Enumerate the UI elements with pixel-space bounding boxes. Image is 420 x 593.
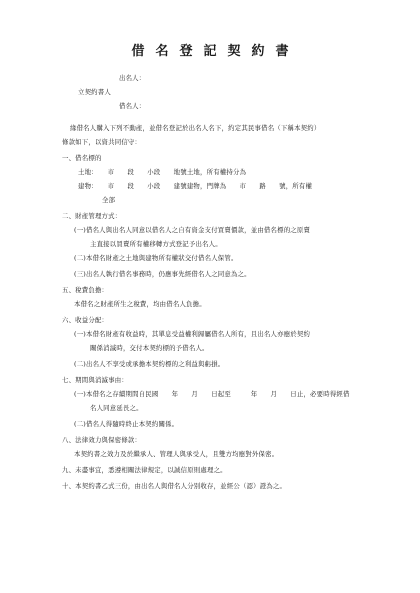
section-6-heading: 六、收益分配：	[62, 316, 109, 324]
lender-label: 出名人：	[119, 74, 146, 82]
borrower-label: 借名人：	[119, 102, 146, 110]
section-2-item-1-line-2: 主直接以買賣所有權移轉方式登記予出名人。	[90, 240, 222, 248]
section-6-item-2: (二)出名人不享受或承擔本契約標的之利益與虧損。	[74, 360, 225, 368]
section-2-heading: 二、財產管理方式：	[62, 212, 122, 220]
section-6-item-1-line-2: 關係消滅時，交付本契約標的予借名人。	[90, 344, 209, 352]
section-2-item-1-line-1: (一)借名人與出名人同意以借名人之自有資金支付買賣價款，並由借名標的之原賣	[74, 226, 311, 234]
section-7-item-1-line-2: 名人同意延長之。	[90, 404, 143, 412]
document-title: 借名登記契約書	[131, 44, 300, 59]
section-9: 九、未盡事宜，悉遵相關法律規定，以誠信原則處理之。	[62, 466, 227, 474]
land-line: 土地： 市 段 小段 地號土地，所有權持分為	[78, 168, 247, 176]
section-8-heading: 八、法律效力與保密條款：	[62, 436, 142, 444]
section-7-item-1-line-1: (一)本借名之存續期間自民國 年 月 日起至 年 月 日止，必要時得經借	[74, 390, 350, 398]
preamble-line-1: 緣借名人購入下列不動產，並借名登記於出名人名下，約定其民事借名（下稱本契約）	[70, 124, 321, 132]
preamble-line-2: 條款如下，以資共同信守：	[62, 138, 142, 146]
section-6-item-1-line-1: (一)本借名財產有收益時，其單息受益權利歸屬借名人所有，且出名人亦應於契約	[74, 330, 311, 338]
section-5-body: 本借名之財產所生之稅費，均由借名人負擔。	[74, 300, 206, 308]
section-1-heading: 一、借名標的	[62, 154, 102, 162]
section-7-item-2: (二)借名人得隨時終止本契約關係。	[74, 420, 179, 428]
section-5-heading: 五、稅費負擔：	[62, 286, 109, 294]
signer-intro: 立契約書人	[78, 88, 111, 96]
section-10: 十、本契約書乙式三份，由出名人與借名人分別收存，並經公（認）證為之。	[62, 482, 287, 490]
building-line-1: 建物： 市 段 小段 建號建物，門牌為 市 路 號，所有權	[78, 182, 313, 190]
building-line-2: 全部	[102, 196, 116, 204]
section-8-body: 本契約書之效力及於繼承人、管理人與承受人，且雙方均應對外保密。	[74, 450, 279, 458]
section-2-item-2: (二)本借名財產之土地與建物所有權狀交付借名人保管。	[74, 254, 238, 262]
section-7-heading: 七、期間與消滅事由：	[62, 376, 128, 384]
section-2-item-3: (三)出名人執行借名事務時，仍應事先經借名人之同意為之。	[74, 270, 251, 278]
